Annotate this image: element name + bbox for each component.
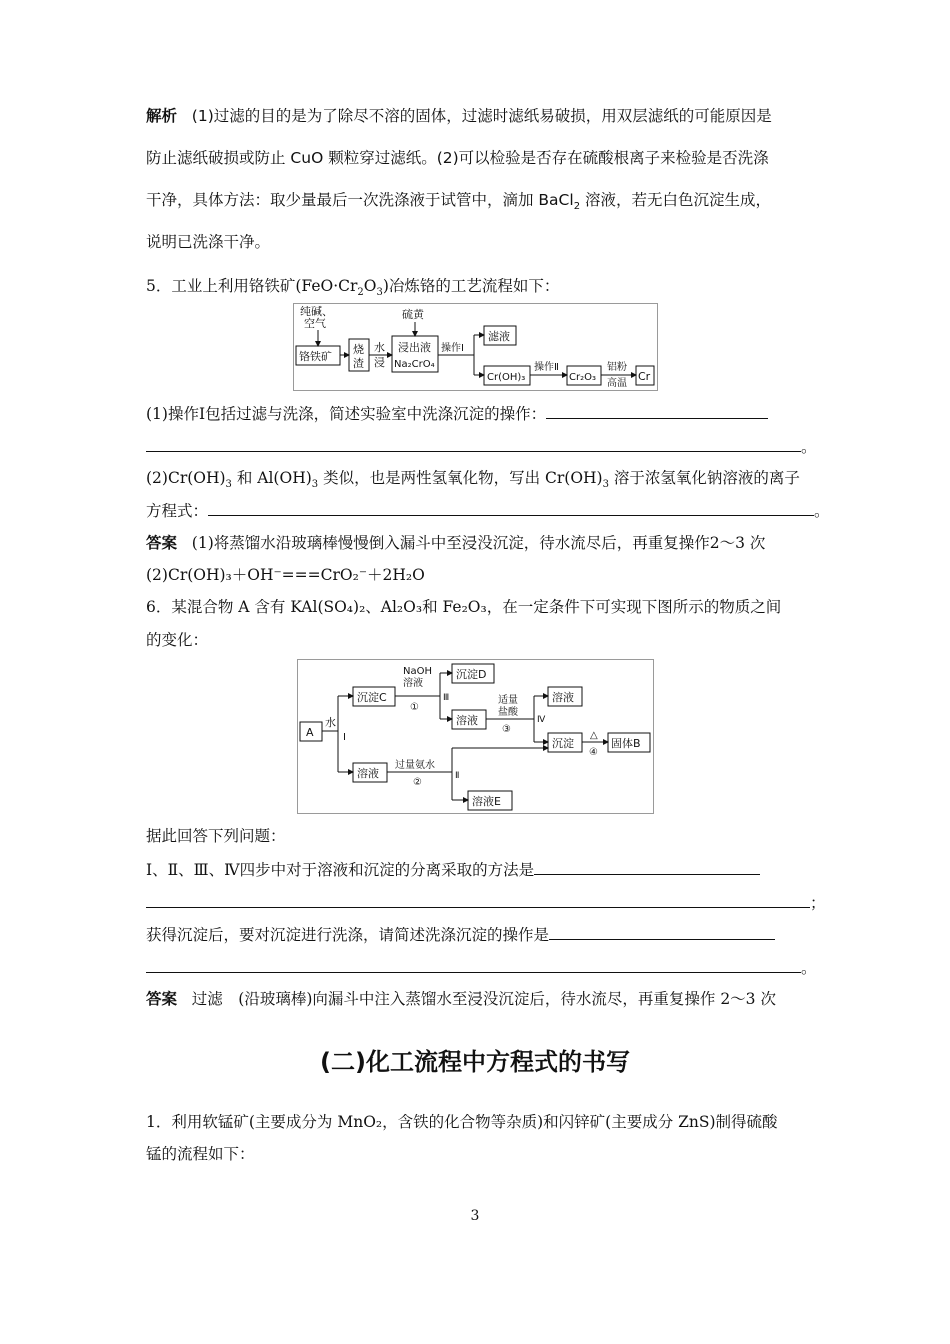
q5-answer-1: 答案 (1)将蒸馏水沿玻璃棒慢慢倒入漏斗中至浸没沉淀，待水流尽后，再重复操作2～3 次 [146, 534, 766, 552]
q5-answer-2: (2)Cr(OH)₃＋OH⁻===CrO₂⁻＋2H₂O [146, 566, 425, 584]
answer-blank[interactable] [146, 892, 810, 908]
q6-box-precC: 沉淀C [357, 691, 387, 704]
q5-cr-box: Cr [638, 370, 651, 383]
q6-box-precD: 沉淀D [456, 668, 487, 681]
answer-blank[interactable] [146, 436, 801, 452]
analysis-line-2: 防止滤纸破损或防止 CuO 颗粒穿过滤纸。(2)可以检验是否存在硫酸根离子来检验是否洗涤 [146, 149, 769, 167]
page-number: 3 [470, 1208, 480, 1224]
q6-question-a-cont: ； [146, 892, 826, 913]
q6-step-2: Ⅱ [455, 771, 460, 781]
q6-intro: 6．某混合物 A 含有 KAl(SO₄)₂、Al₂O₃和 Fe₂O₃，在一定条件下可实现下图所示的物质之间 [146, 598, 782, 616]
answer-blank[interactable] [146, 957, 801, 973]
q6-naoh-2: 溶液 [403, 678, 423, 689]
q5-op2: 操作Ⅱ [534, 362, 559, 373]
analysis-line-3: 干净，具体方法：取少量最后一次洗涤液于试管中，滴加 BaCl$_2$ 溶液，若无白色沉淀生成， [146, 191, 772, 213]
q5-water-2: 浸 [374, 356, 385, 369]
q6-box-solidB: 固体B [611, 737, 641, 750]
q6-water: 水 [325, 716, 336, 729]
q5-intro: 5．工业上利用铬铁矿$(FeO\cdot Cr_2O_3)$冶炼铬的工艺流程如下： [146, 277, 560, 299]
q6-naoh: NaOH [403, 666, 432, 677]
analysis-label: 解析 [146, 107, 178, 125]
q5-part2-eq: 方程式： 。 [146, 502, 830, 520]
q5-part2: $(2)Cr(OH)_3$ 和 $Al(OH)_3$ 类似，也是两性氢氧化物，写出 $Cr(OH)_3$ 溶于浓氢氧化钠溶液的离子 [146, 469, 800, 491]
q5-roast-2: 渣 [353, 357, 364, 370]
q6-box-solE: 溶液E [472, 795, 501, 808]
q6-step-1: Ⅰ [343, 732, 346, 743]
answer-blank[interactable] [549, 924, 775, 940]
q5-op1: 操作Ⅰ [441, 343, 464, 354]
answer-blank[interactable] [546, 403, 768, 419]
q5-hightemp: 高温 [607, 378, 627, 389]
q5-al: 铝粉 [607, 362, 627, 373]
q6-question-b-cont: 。 [146, 957, 817, 978]
answer-blank[interactable] [208, 500, 814, 516]
q6-step-3: Ⅲ [443, 693, 450, 703]
q5-croh-box: Cr(OH)₃ [487, 372, 526, 383]
q6-box-a: A [306, 726, 314, 739]
q5-flowchart [293, 303, 658, 391]
q5-input-label: 纯碱、 [300, 305, 333, 318]
q6-step-4: Ⅳ [537, 715, 546, 725]
q6-flowchart [297, 659, 654, 814]
q5-sulfur: 硫黄 [402, 308, 424, 321]
q5-water-1: 水 [374, 341, 385, 354]
q5-leach-2: Na₂CrO₄ [394, 359, 435, 370]
q6-circle-2: ② [413, 777, 422, 788]
q6-circle-3: ③ [502, 724, 511, 735]
q6-question-a: Ⅰ、Ⅱ、Ⅲ、Ⅳ四步中对于溶液和沉淀的分离采取的方法是 [146, 859, 760, 880]
analysis-line-4: 说明已洗涤干净。 [146, 233, 271, 251]
q1-line-1: 1．利用软锰矿(主要成分为 MnO₂，含铁的化合物等杂质)和闪锌矿(主要成分 ZnS)制得硫酸 [146, 1113, 778, 1131]
q6-heat: △ [590, 730, 598, 741]
analysis-line-1: 解析 (1)过滤的目的是为了除尽不溶的固体，过滤时滤纸易破损，用双层滤纸的可能原因是 [146, 107, 772, 125]
q6-answer: 答案 过滤 (沿玻璃棒)向漏斗中注入蒸馏水至浸没沉淀后，待水流尽，再重复操作 2～3 次 [146, 990, 776, 1008]
q5-part1: (1)操作Ⅰ包括过滤与洗涤，简述实验室中洗涤沉淀的操作： [146, 403, 768, 424]
q6-intro-2: 的变化： [146, 631, 209, 649]
q5-ore-box: 铬铁矿 [299, 350, 332, 363]
answer-blank[interactable] [534, 859, 760, 875]
q6-question-b: 获得沉淀后，要对沉淀进行洗涤，请简述洗涤沉淀的操作是 [146, 924, 775, 945]
q6-hcl-2: 盐酸 [498, 707, 518, 718]
q5-part1-cont: 。 [146, 436, 817, 457]
q5-filtrate-box: 滤液 [488, 330, 510, 343]
q6-ask: 据此回答下列问题： [146, 827, 286, 845]
q6-hcl: 适量 [498, 695, 518, 706]
q6-box-sol2: 溶液 [552, 691, 574, 704]
section-title: (二)化工流程中方程式的书写 [320, 1048, 630, 1076]
q6-box-sol1: 溶液 [456, 714, 478, 727]
q6-box-sol3: 溶液 [357, 767, 379, 780]
q1-line-2: 锰的流程如下： [146, 1145, 255, 1163]
q6-circle-4: ④ [589, 747, 598, 758]
q5-input-label-2: 空气 [304, 317, 326, 330]
q6-nh3: 过量氨水 [395, 760, 435, 771]
q6-circle-1: ① [410, 702, 419, 713]
q5-roast-1: 烧 [353, 343, 364, 356]
q6-box-prec: 沉淀 [552, 737, 574, 750]
q5-leach: 浸出液 [398, 341, 431, 354]
q5-cr2o3-box: Cr₂O₃ [569, 372, 596, 383]
